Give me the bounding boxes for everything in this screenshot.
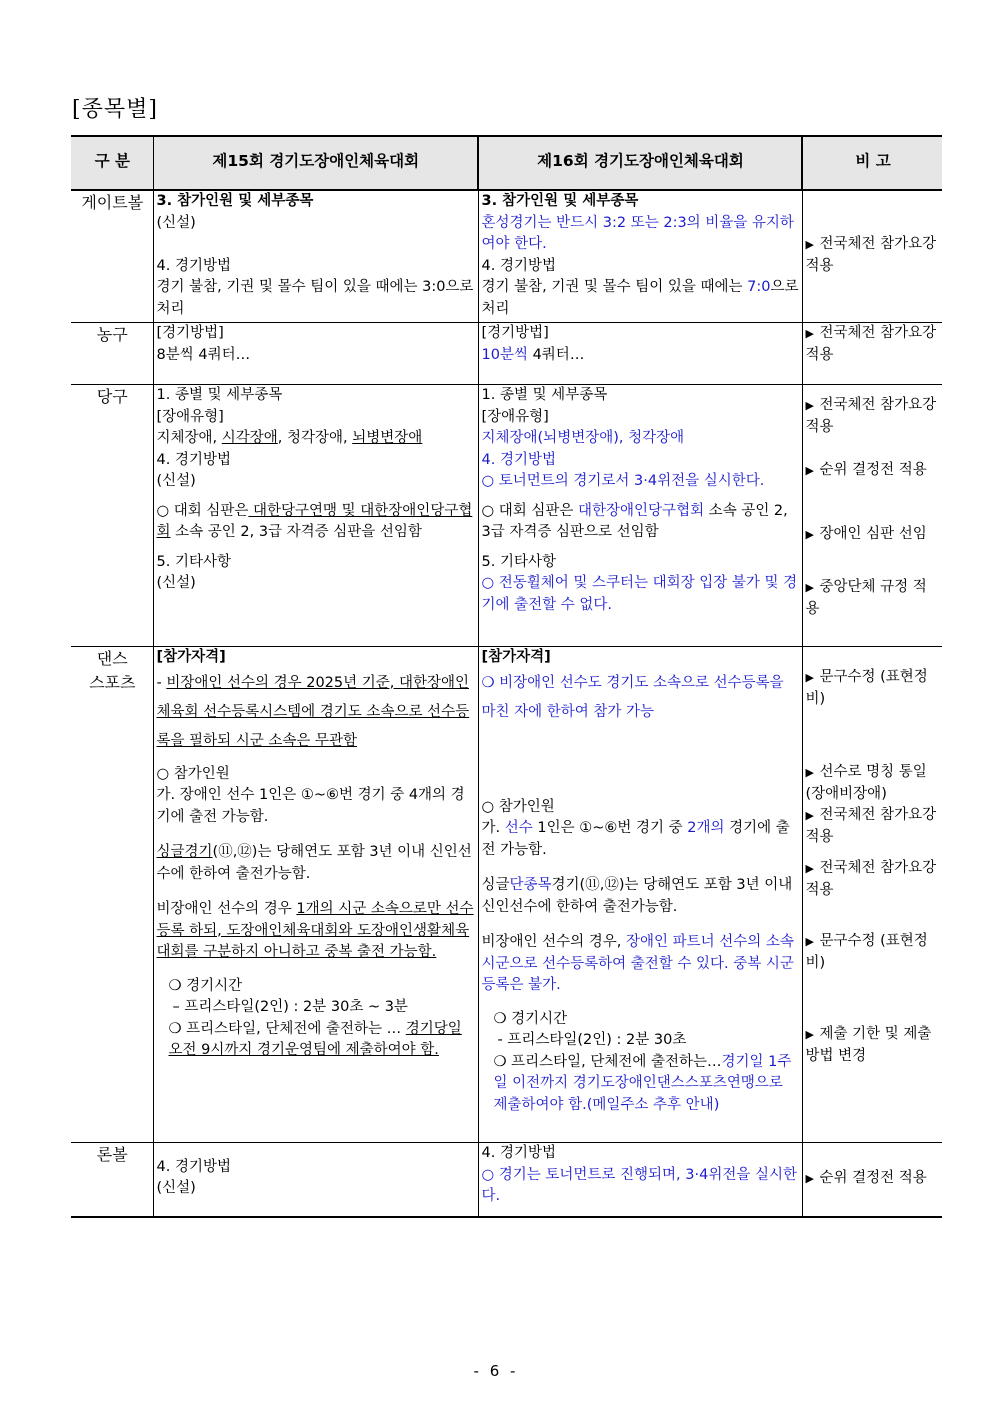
basketball-16th: [경기방법] 10분씩 4쿼터… xyxy=(478,323,802,385)
arrow-icon: ▶ xyxy=(805,809,814,822)
arrow-icon: ▶ xyxy=(805,766,814,779)
gateball-16th: 3. 참가인원 및 세부종목 혼성경기는 반드시 3:2 또는 2:3의 비율을 유지하여야 한다. 4. 경기방법 경기 불참, 기권 및 몰수 팀이 있을 때에는 7:0으로 처리 xyxy=(478,190,802,323)
arrow-icon: ▶ xyxy=(805,399,814,412)
header-category: 구 분 xyxy=(71,136,153,190)
section-title: [종목별] xyxy=(72,97,158,122)
category-basketball: 농구 xyxy=(71,323,153,385)
category-lawnbowls: 론볼 xyxy=(71,1143,153,1217)
arrow-icon: ▶ xyxy=(805,327,814,340)
gateball-remarks: ▶ 전국체전 참가요강 적용 xyxy=(802,190,942,323)
arrow-icon: ▶ xyxy=(805,671,814,684)
arrow-icon: ▶ xyxy=(805,935,814,948)
dancesport-16th: [참가자격] ❍ 비장애인 선수도 경기도 소속으로 선수등록을 마친 자에 한하여 참가 가능 ○ 참가인원 가. 선수 1인은 ①~⑥번 경기 중 2개의 경기에 출전 가능함. 싱글단종목경기(⑪,⑫)는 당해연도 포함 3년 이내 신인선수에 한하여 출전가능함. 비장애인 선수의 경우, 장애인 파트너 선수의 소속 시군으로 선수등록하여 출전할 수 있다. 중복 시군 등록은 불가. ❍ 경기시간 - 프리스타일(2인) : 2분 30초 ❍ 프리스타일, 단체전에 출전하는…경기일 1주일 이전까지 경기도장애인댄스스포츠연맹으로 제출하여야 함.(메일주소 추후 안내) xyxy=(478,647,802,1143)
arrow-icon: ▶ xyxy=(805,581,814,594)
arrow-icon: ▶ xyxy=(805,1171,814,1185)
comparison-table xyxy=(71,135,942,1218)
lawnbowls-15th: 4. 경기방법 (신설) xyxy=(153,1143,478,1217)
lawnbowls-remarks: ▶ 순위 결정전 적용 xyxy=(802,1143,942,1217)
dancesport-remarks: ▶ 문구수정 (표현정비) ▶ 선수로 명칭 통일 (장애비장애) ▶ 전국체전 참가요강 적용 ▶ 전국체전 참가요강 적용 ▶ 문구수정 (표현정비) ▶ 제출 기한 및 제출방법 변경 xyxy=(802,647,942,1143)
category-gateball: 게이트볼 xyxy=(71,190,153,323)
row-lawnbowls xyxy=(71,1143,942,1217)
billiards-16th: 1. 종별 및 세부종목 [장애유형] 지체장애(뇌병변장애), 청각장애 4. 경기방법 ○ 토너먼트의 경기로서 3·4위전을 실시한다. ○ 대회 심판은 대한장애인당구협회 소속 공인 2, 3급 자격증 심판으로 선임함 5. 기타사항 ○ 전동휠체어 및 스쿠터는 대회장 입장 불가 및 경기에 출전할 수 없다. xyxy=(478,385,802,647)
header-15th: 제15회 경기도장애인체육대회 xyxy=(153,136,478,190)
arrow-icon: ▶ xyxy=(805,238,814,251)
billiards-remarks: ▶ 전국체전 참가요강 적용 ▶ 순위 결정전 적용 ▶ 장애인 심판 선임 ▶ 중앙단체 규정 적용 xyxy=(802,385,942,647)
row-gateball xyxy=(71,190,942,323)
row-basketball xyxy=(71,323,942,385)
category-billiards: 당구 xyxy=(71,385,153,647)
arrow-icon: ▶ xyxy=(805,862,814,875)
arrow-icon: ▶ xyxy=(805,464,814,477)
category-dancesport: 댄스 스포츠 xyxy=(71,647,153,1143)
basketball-remarks: ▶ 전국체전 참가요강 적용 xyxy=(802,323,942,385)
dancesport-15th: [참가자격] - 비장애인 선수의 경우 2025년 기준, 대한장애인체육회 선수등록시스템에 경기도 소속으로 선수등록을 필하되 시군 소속은 무관함 ○ 참가인원 가. 장애인 선수 1인은 ①~⑥번 경기 중 4개의 경기에 출전 가능함. 싱글경기(⑪,⑫)는 당해연도 포함 3년 이내 신인선수에 한하여 출전가능함. 비장애인 선수의 경우 1개의 시군 소속으로만 선수등록 하되, 도장애인체육대회와 도장애인생활체육대회를 구분하지 아니하고 중복 출전 가능함. ❍ 경기시간 – 프리스타일(2인) : 2분 30초 ~ 3분 ❍ 프리스타일, 단체전에 출전하는 … 경기당일 오전 9시까지 경기운영팀에 제출하여야 함. xyxy=(153,647,478,1143)
page-number: - 6 - xyxy=(473,1362,519,1380)
header-remarks: 비 고 xyxy=(802,136,942,190)
lawnbowls-16th: 4. 경기방법 ○ 경기는 토너먼트로 진행되며, 3·4위전을 실시한다. xyxy=(478,1143,802,1217)
row-billiards xyxy=(71,385,942,647)
table-header-row xyxy=(71,136,942,190)
billiards-15th: 1. 종별 및 세부종목 [장애유형] 지체장애, 시각장애, 청각장애, 뇌병변장애 4. 경기방법 (신설) ○ 대회 심판은 대한당구연맹 및 대한장애인당구협회 소속 공인 2, 3급 자격증 심판을 선임함 5. 기타사항 (신설) xyxy=(153,385,478,647)
arrow-icon: ▶ xyxy=(805,527,814,541)
arrow-icon: ▶ xyxy=(805,1028,814,1041)
header-16th: 제16회 경기도장애인체육대회 xyxy=(478,136,802,190)
row-dancesport xyxy=(71,647,942,1143)
basketball-15th: [경기방법] 8분씩 4쿼터… xyxy=(153,323,478,385)
gateball-15th: 3. 참가인원 및 세부종목 (신설) 4. 경기방법 경기 불참, 기권 및 몰수 팀이 있을 때에는 3:0으로 처리 xyxy=(153,190,478,323)
